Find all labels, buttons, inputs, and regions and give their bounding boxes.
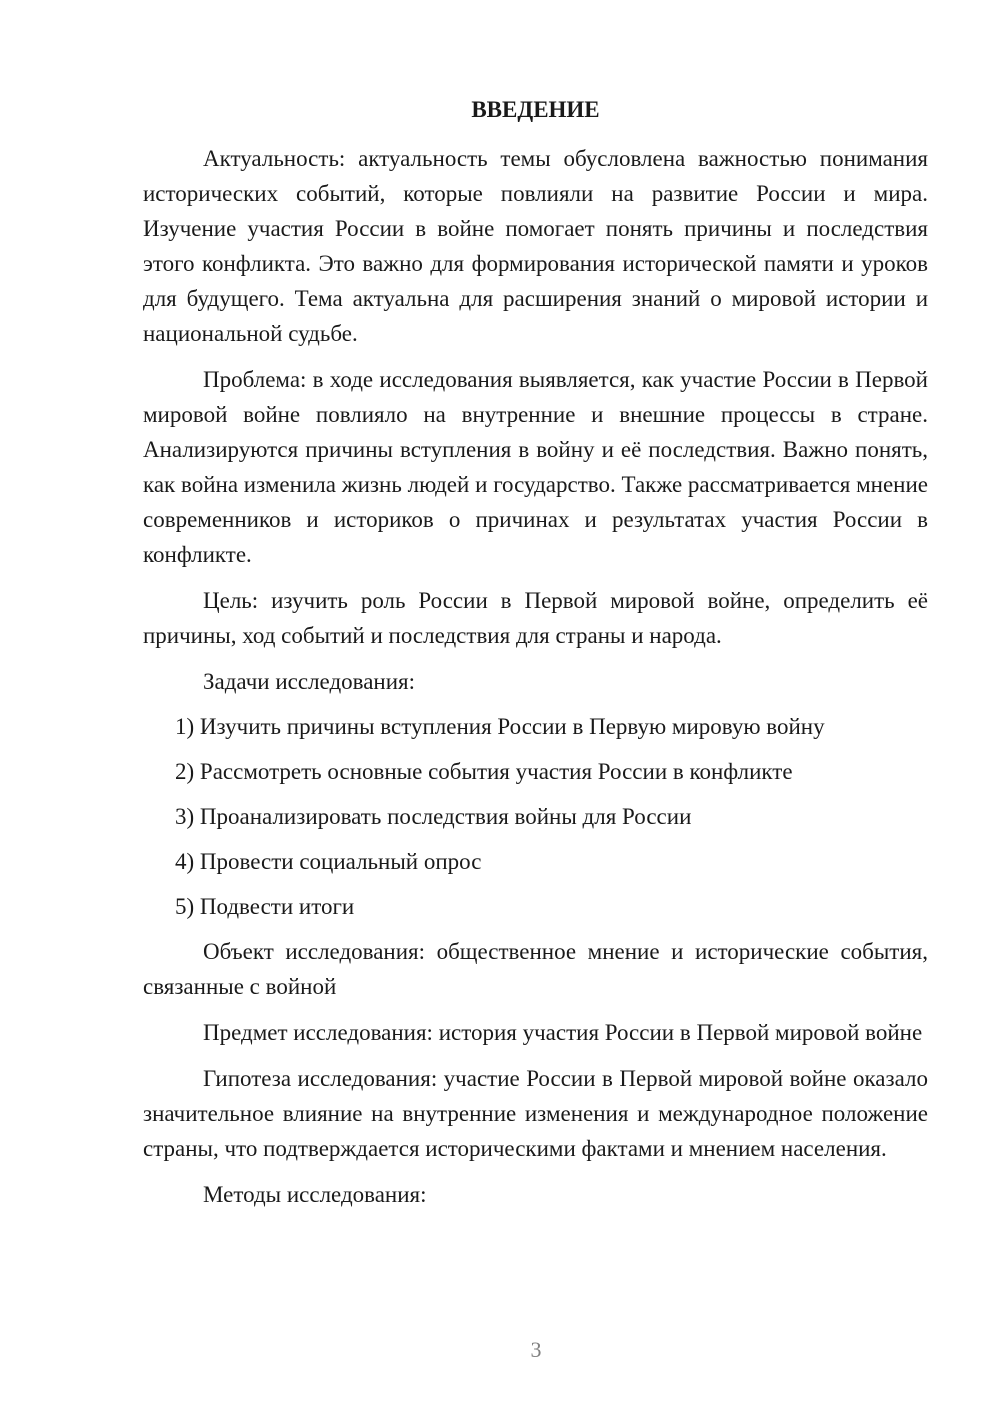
goal-paragraph: Цель: изучить роль России в Первой мировой войне, определить её причины, ход событий и последствия для страны и народа. [143,588,928,648]
task-item: 4) Провести социальный опрос [175,849,482,874]
page-content [143,92,928,1222]
relevance-paragraph: Актуальность: актуальность темы обусловлена важностью понимания исторических событий, которые повлияли на развитие России и мира. Изучение участия России в войне помогает понять причины и последствия этого конфликта. Это важно для формирования исторической памяти и уроков для будущего. Тема актуальна для расширения знаний о мировой истории и национальной судьбе. [143,146,928,346]
subject-paragraph: Предмет исследования: история участия России в Первой мировой войне [203,1020,923,1045]
methods-title: Методы исследования: [203,1182,427,1207]
section-heading: ВВЕДЕНИЕ [471,97,600,122]
task-item: 3) Проанализировать последствия войны для России [175,804,692,829]
tasks-list [143,709,928,924]
page-number: 3 [530,1337,542,1362]
tasks-title: Задачи исследования: [203,669,416,694]
task-item: 1) Изучить причины вступления России в Первую мировую войну [175,714,825,739]
problem-paragraph: Проблема: в ходе исследования выявляется, как участие России в Первой мировой войне повлияло на внутренние и внешние процессы в стране. Анализируются причины вступления в войну и её последствия. Важно понять, как война изменила жизнь людей и государство. Также рассматривается мнение современников и историков о причинах и результатах участия России в конфликте. [143,367,928,567]
object-paragraph: Объект исследования: общественное мнение и исторические события, связанные с войной [143,939,928,999]
task-item: 5) Подвести итоги [175,894,355,919]
hypothesis-paragraph: Гипотеза исследования: участие России в Первой мировой войне оказало значительное влияние на внутренние изменения и международное положение страны, что подтверждается историческими фактами и мнением населения. [143,1066,928,1161]
task-item: 2) Рассмотреть основные события участия России в конфликте [175,759,793,784]
